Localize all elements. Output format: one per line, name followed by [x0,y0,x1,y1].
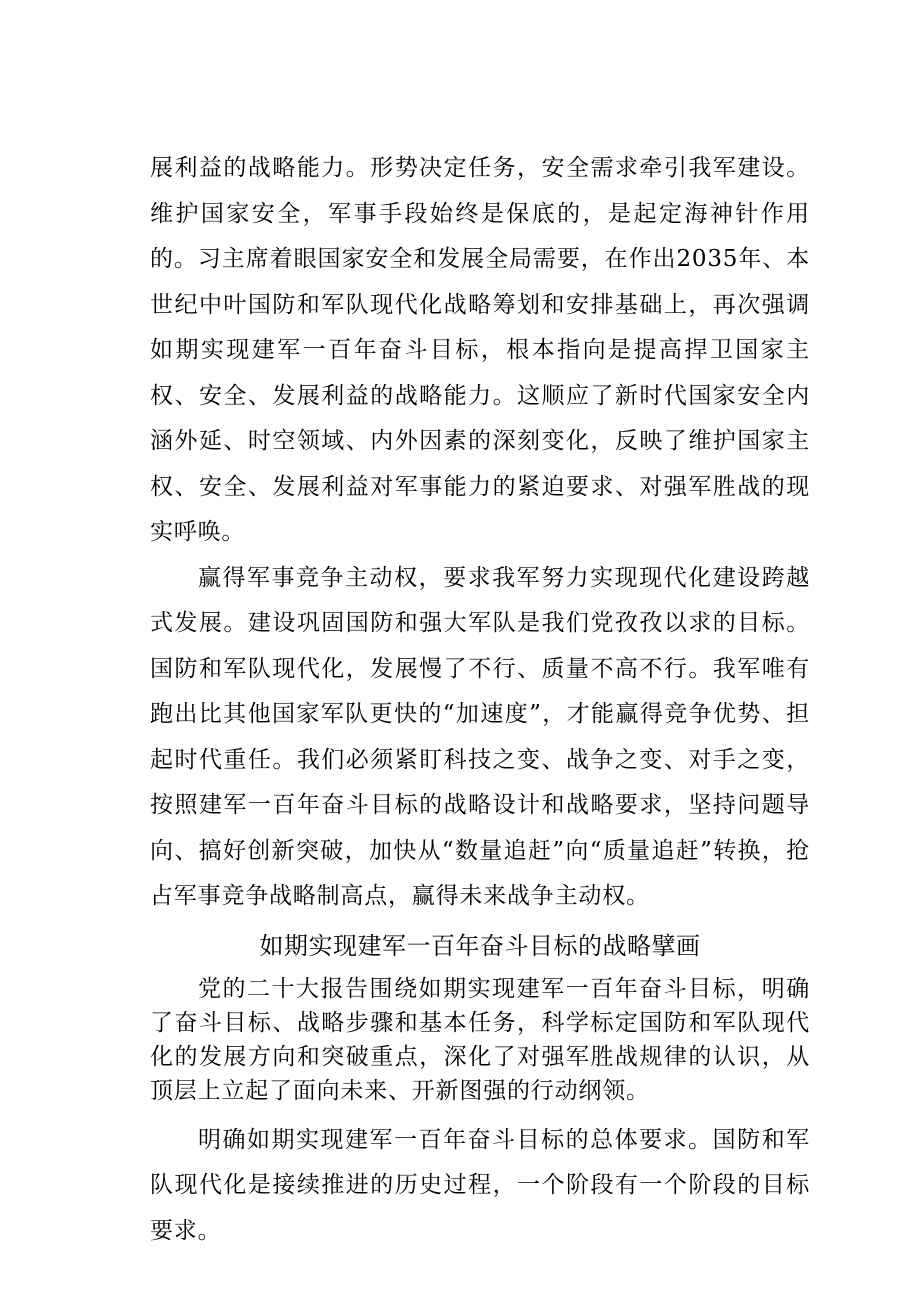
paragraph-military-competition: 赢得军事竞争主动权，要求我军努力实现现代化建设跨越式发展。建设巩固国防和强大军队是我们党孜孜以求的目标。国防和军队现代化，发展慢了不行、质量不高不行。我军唯有跑出比其他国家军队更快的“加速度”，才能赢得竞争优势、担起时代重任。我们必须紧盯科技之变、战争之变、对手之变，按照建军一百年奋斗目标的战略设计和战略要求，坚持问题导向、搞好创新突破，加快从“数量追赶”向“质量追赶”转换，抢占军事竞争战略制高点，赢得未来战争主动权。 [150,564,810,909]
paragraph-overall-requirements: 明确如期实现建军一百年奋斗目标的总体要求。国防和军队现代化是接续推进的历史过程，一个阶段有一个阶段的目标要求。 [150,1126,810,1244]
section-heading: 如期实现建军一百年奋斗目标的战略擘画 [259,931,701,960]
document-body [150,146,810,1254]
paragraph-party-congress-report: 党的二十大报告围绕如期实现建军一百年奋斗目标，明确了奋斗目标、战略步骤和基本任务，科学标定国防和军队现代化的发展方向和突破重点，深化了对强军胜战规律的认识，从顶层上立起了面向未来、开新图强的行动纲领。 [150,975,810,1104]
paragraph-strategic-capability: 展利益的战略能力。形势决定任务，安全需求牵引我军建设。维护国家安全，军事手段始终是保底的，是起定海神针作用的。习主席着眼国家安全和发展全局需要，在作出2035年、本世纪中叶国防和军队现代化战略筹划和安排基础上，再次强调如期实现建军一百年奋斗目标，根本指向是提高捍卫国家主权、安全、发展利益的战略能力。这顺应了新时代国家安全内涵外延、时空领域、内外因素的深刻变化，反映了维护国家主权、安全、发展利益对军事能力的紧迫要求、对强军胜战的现实呼唤。 [150,155,810,545]
